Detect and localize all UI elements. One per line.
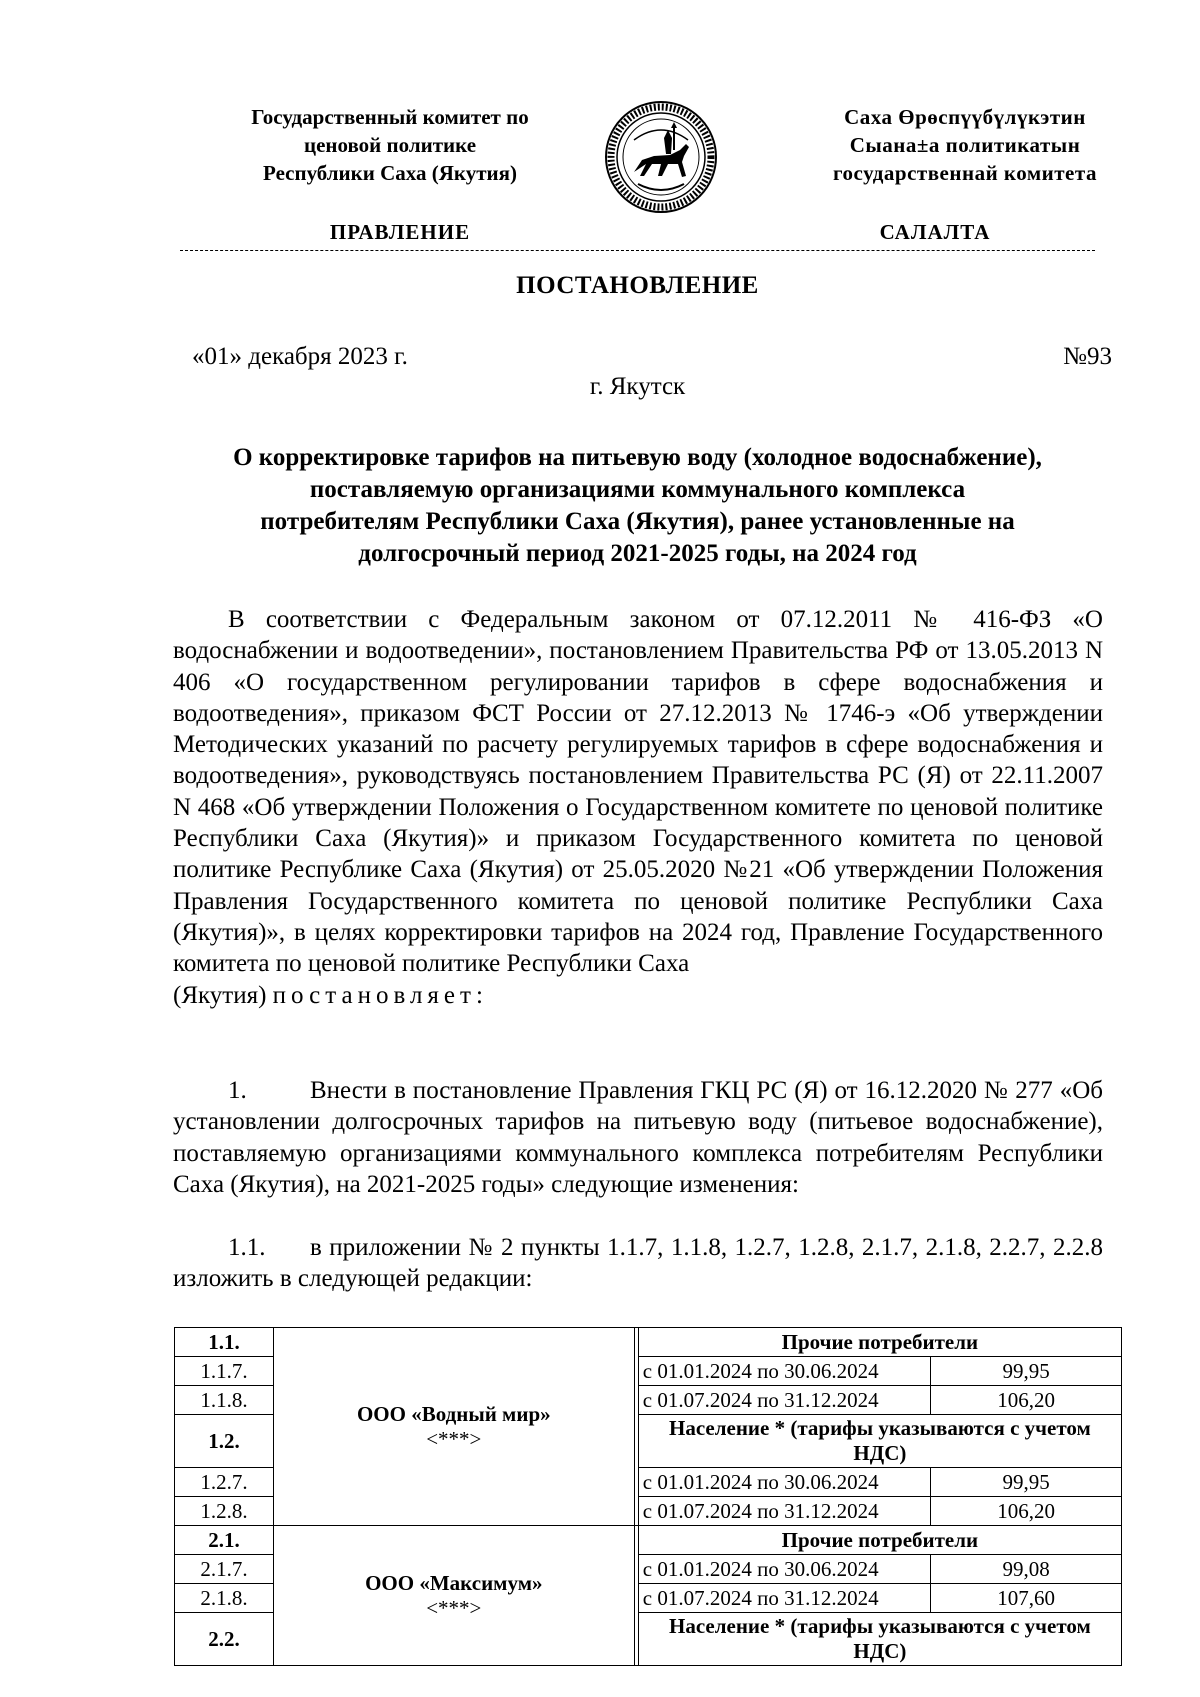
header-left-line: Государственный комитет по — [251, 105, 529, 129]
row-number: 1.2.8. — [175, 1497, 274, 1526]
item-1 — [173, 1075, 1103, 1200]
row-number: 1.1.8. — [175, 1386, 274, 1415]
tariff-value: 99,08 — [931, 1555, 1122, 1584]
organization-note: <***> — [426, 1426, 482, 1451]
row-number: 2.1. — [175, 1526, 274, 1555]
tariff-value: 99,95 — [931, 1468, 1122, 1497]
coat-of-arms-emblem-icon — [604, 100, 718, 214]
consumer-group-header: Прочие потребители — [638, 1328, 1121, 1357]
tariff-table — [174, 1327, 1122, 1666]
table-row — [175, 1328, 1122, 1357]
header-right-line: Саха Өрөспүүбүлүкэтин — [844, 105, 1086, 129]
item-1-1-text: в приложении № 2 пункты 1.1.7, 1.1.8, 1.2.7, 1.2.8, 2.1.7, 2.1.8, 2.2.7, 2.2.8 изложить в следующей редакции: — [173, 1234, 1103, 1293]
row-number: 2.1.8. — [175, 1584, 274, 1613]
decree-word: постановляет: — [272, 981, 488, 1009]
table-row — [175, 1526, 1122, 1555]
organization-note: <***> — [426, 1595, 482, 1620]
preamble-tail: (Якутия) — [173, 981, 267, 1009]
consumer-group-header: Население * (тарифы указываются с учетом НДС) — [638, 1613, 1121, 1666]
header-left-line: Республики Саха (Якутия) — [263, 161, 517, 185]
board-label-russian: ПРАВЛЕНИЕ — [329, 220, 471, 244]
item-1-text: Внести в постановление Правления ГКЦ РС (Я) от 16.12.2020 № 277 «Об установлении долгосрочных тарифов на питьевую воду (питьевое водоснабжение), поставляемую организациями коммунального комплекса потребителям Республики Саха (Якутия), на 2021-2025 годы» следующие изменения: — [173, 1077, 1103, 1198]
tariff-value: 106,20 — [931, 1497, 1122, 1526]
row-number: 1.1.7. — [175, 1357, 274, 1386]
organization-cell — [273, 1328, 634, 1526]
header-right-line: государственнай комитета — [833, 161, 1097, 185]
tariff-period: с 01.07.2024 по 31.12.2024 — [638, 1497, 931, 1526]
committee-name-yakut — [770, 103, 1160, 187]
tariff-period: с 01.01.2024 по 30.06.2024 — [638, 1468, 931, 1497]
document-subject — [175, 442, 1100, 570]
tariff-period: с 01.01.2024 по 30.06.2024 — [638, 1357, 931, 1386]
organization-cell — [273, 1526, 634, 1666]
header-divider — [180, 250, 1095, 251]
row-number: 2.1.7. — [175, 1555, 274, 1584]
organization-name: ООО «Максимум» — [365, 1570, 543, 1595]
tariff-period: с 01.07.2024 по 31.12.2024 — [638, 1584, 931, 1613]
tariff-value: 99,95 — [931, 1357, 1122, 1386]
item-1-1 — [173, 1232, 1103, 1295]
document-date: «01» декабря 2023 г. — [192, 343, 408, 370]
item-1-1-number: 1.1. — [228, 1234, 266, 1261]
subject-line: поставляемую организациями коммунального комплекса — [309, 476, 966, 503]
document-number: №93 — [1063, 343, 1112, 370]
item-1-1-line — [173, 1232, 1103, 1295]
preamble-text: В соответствии с Федеральным законом от 07.12.2011 № 416-ФЗ «О водоснабжении и водоотведении», постановлением Правительства РФ от 13.05.2013 N 406 «О государственном регулировании тарифов в сфере водоснабжения и водоотведения», приказом ФСТ России от 27.12.2013 № 1746-э «Об утверждении Методических указаний по расчету регулируемых тарифов в сфере водоснабжения и водоотведения», руководствуясь постановлением Правительства РС (Я) от 22.11.2007 N 468 «Об утверждении Положения о Государственном комитете по ценовой политике Республики Саха (Якутия)» и приказом Государственного комитета по ценовой политике Республике Саха (Якутия) от 25.05.2020 №21 «Об утверждении Положения Правления Государственного комитета по ценовой политике Республики Саха (Якутия)», в целях корректировки тарифов на 2024 год, Правление Государственного комитета по ценовой политике Республики Саха — [173, 606, 1103, 978]
row-number: 1.2. — [175, 1415, 274, 1468]
committee-name-russian — [180, 103, 600, 187]
tariff-period: с 01.07.2024 по 31.12.2024 — [638, 1386, 931, 1415]
tariff-value: 107,60 — [931, 1584, 1122, 1613]
subject-line: потребителям Республики Саха (Якутия), ранее установленные на — [260, 508, 1015, 535]
tariff-value: 106,20 — [931, 1386, 1122, 1415]
consumer-group-header: Население * (тарифы указываются с учетом НДС) — [638, 1415, 1121, 1468]
document-city: г. Якутск — [589, 373, 686, 400]
subject-line: О корректировке тарифов на питьевую воду (холодное водоснабжение), — [233, 444, 1042, 471]
header-right-line: Сыана±а политикатын — [849, 133, 1081, 157]
organization-name: ООО «Водный мир» — [356, 1401, 551, 1426]
preamble-paragraph — [173, 604, 1103, 1011]
board-label-yakut: САЛАЛТА — [879, 220, 991, 244]
header-left-line: ценовой политике — [303, 133, 477, 157]
item-1-line — [173, 1075, 1103, 1200]
tariff-period: с 01.01.2024 по 30.06.2024 — [638, 1555, 931, 1584]
preamble-closing — [173, 980, 1103, 1011]
subject-line: долгосрочный период 2021-2025 годы, на 2024 год — [358, 540, 917, 567]
document-title: ПОСТАНОВЛЕНИЕ — [516, 272, 759, 299]
consumer-group-header: Прочие потребители — [638, 1526, 1121, 1555]
item-1-number: 1. — [228, 1077, 247, 1104]
row-number: 1.2.7. — [175, 1468, 274, 1497]
row-number: 1.1. — [175, 1328, 274, 1357]
row-number: 2.2. — [175, 1613, 274, 1666]
